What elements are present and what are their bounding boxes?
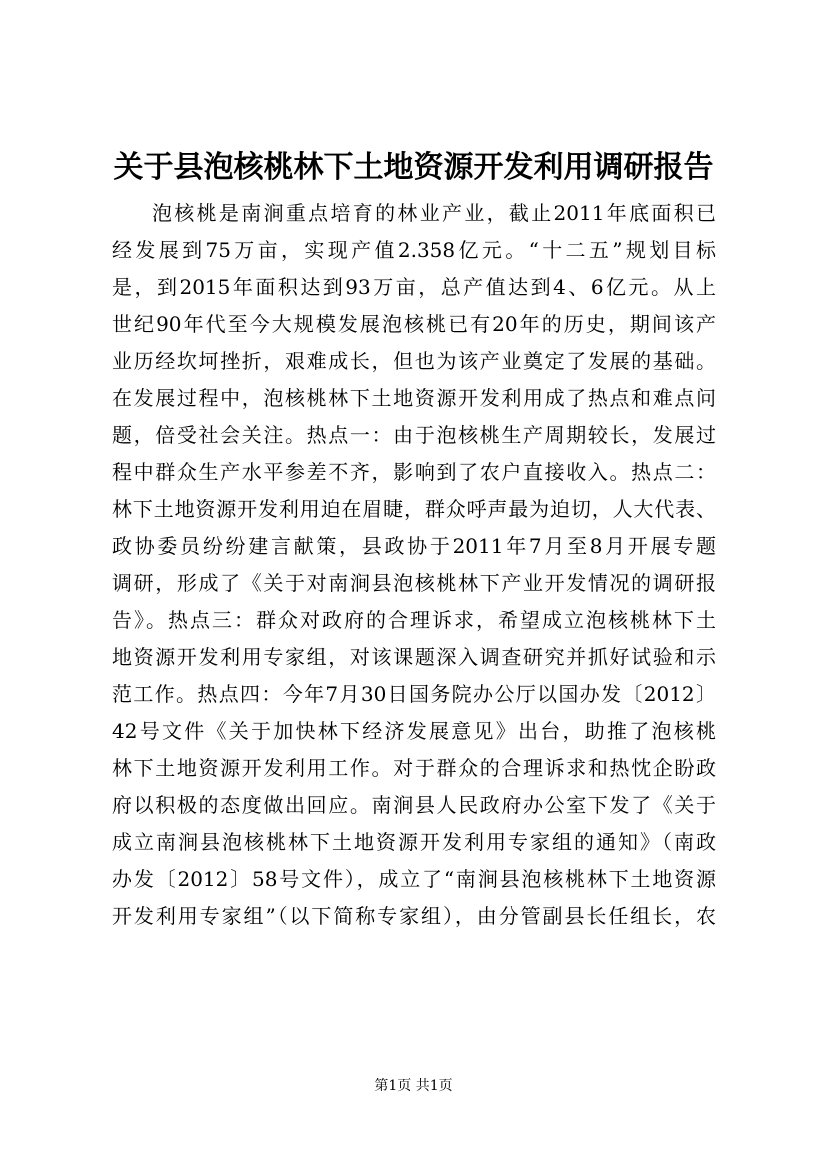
paragraph-line: 告》。热点三：群众对政府的合理诉求，希望成立泡核桃林下土: [112, 608, 716, 632]
page-number-footer: 第1页 共1页: [374, 1078, 453, 1094]
paragraph-line: 林下土地资源开发利用迫在眉睫，群众呼声最为迫切，人大代表、: [112, 497, 716, 521]
paragraph-line: 程中群众生产水平参差不齐，影响到了农户直接收入。热点二：: [112, 460, 716, 484]
paragraph-line: 办发〔2012〕58号文件），成立了“南涧县泡核桃林下土地资源: [112, 867, 716, 891]
paragraph-line: 林下土地资源开发利用工作。对于群众的合理诉求和热忱企盼政: [112, 756, 716, 780]
paragraph-line: 在发展过程中，泡核桃林下土地资源开发利用成了热点和难点问: [112, 386, 716, 410]
paragraph-line: 业历经坎坷挫折，艰难成长，但也为该产业奠定了发展的基础。: [112, 349, 716, 373]
paragraph-line: 是，到2015年面积达到93万亩，总产值达到4、6亿元。从上: [112, 275, 716, 299]
paragraph-line: 地资源开发利用专家组，对该课题深入调查研究并抓好试验和示: [112, 645, 716, 669]
paragraph-line: 经发展到75万亩，实现产值2.358亿元。“十二五”规划目标: [112, 238, 716, 262]
paragraph-line: 范工作。热点四：今年7月30日国务院办公厅以国办发〔2012〕: [112, 682, 716, 706]
document-title: 关于县泡核桃林下土地资源开发利用调研报告: [113, 150, 714, 185]
paragraph-line: 政协委员纷纷建言献策，县政协于2011年7月至8月开展专题: [112, 534, 716, 558]
paragraph-line: 开发利用专家组”（以下简称专家组），由分管副县长任组长，农: [112, 904, 716, 928]
paragraph-line: 成立南涧县泡核桃林下土地资源开发利用专家组的通知》（南政: [112, 830, 716, 854]
body-paragraph: [112, 195, 716, 935]
paragraph-line: 世纪90年代至今大规模发展泡核桃已有20年的历史，期间该产: [112, 312, 716, 336]
paragraph-line: 调研，形成了《关于对南涧县泡核桃林下产业开发情况的调研报: [112, 571, 716, 595]
paragraph-line: 题，倍受社会关注。热点一：由于泡核桃生产周期较长，发展过: [112, 423, 716, 447]
paragraph-line: 泡核桃是南涧重点培育的林业产业，截止2011年底面积已: [152, 201, 716, 225]
paragraph-line: 府以积极的态度做出回应。南涧县人民政府办公室下发了《关于: [112, 793, 716, 817]
paragraph-line: 42号文件《关于加快林下经济发展意见》出台，助推了泡核桃: [112, 719, 716, 743]
